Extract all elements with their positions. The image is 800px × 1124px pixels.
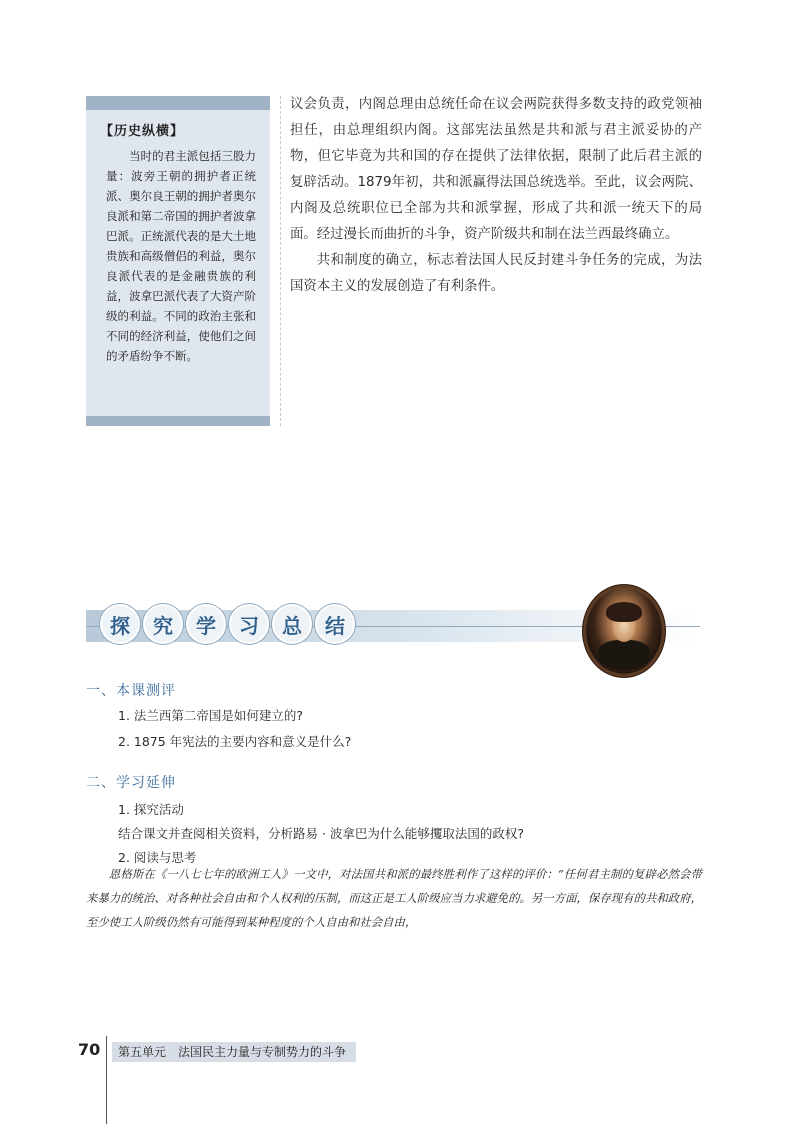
sidebar-title: 【历史纵横】 [100,124,185,139]
footer-rule [106,1036,107,1124]
banner-title [100,604,355,644]
sidebar-top-bar [86,96,270,110]
banner-char: 总 [272,604,312,644]
main-text [290,92,702,300]
banner-char: 究 [143,604,183,644]
banner-char: 探 [100,604,140,644]
question-2: 2. 1875 年宪法的主要内容和意义是什么? [118,734,352,749]
engels-quote: 恩格斯在《一八七七年的欧洲工人》一文中，对法国共和派的最终胜利作了这样的评价：“任何君主制的复辟必然会带来暴力的统治、对各种社会自由和个人权利的压制，而这正是工人阶级应当力求避免的。另一方面，保存现有的共和政府，至少使工人阶级仍然有可能得到某种程度的个人自由和社会自由， [86,867,702,929]
banner-char: 学 [186,604,226,644]
sidebar-body-text: 当时的君主派包括三股力量：波旁王朝的拥护者正统派、奥尔良王朝的拥护者奥尔良派和第二帝国的拥护者波拿巴派。正统派代表的是大土地贵族和高级僧侣的利益，奥尔良派代表的是金融贵族的利益，波拿巴派代表了大资产阶级的利益。不同的政治主张和不同的经济利益，使他们之间的矛盾纷争不断。 [106,149,256,363]
main-paragraph-2: 共和制度的确立，标志着法国人民反封建斗争任务的完成，为法国资本主义的发展创造了有利条件。 [290,253,702,294]
section-1-title: 一、本课测评 [86,683,176,699]
extension-item-2-title: 2. 阅读与思考 [118,850,197,865]
banner-char: 习 [229,604,269,644]
main-paragraph-1: 议会负责，内阁总理由总统任命在议会两院获得多数支持的政党领袖担任，由总理组织内阁。这部宪法虽然是共和派与君主派妥协的产物，但它毕竟为共和国的存在提供了法律依据，限制了此后君主派的复辟活动。1879年初，共和派赢得法国总统选举。至此，议会两院、内阁及总统职位已全部为共和派掌握，形成了共和派一统天下的局面。经过漫长而曲折的斗争，资产阶级共和制在法兰西最终确立。 [290,97,702,242]
sidebar-bottom-bar [86,416,270,426]
history-sidebar-box [86,96,270,426]
question-1: 1. 法兰西第二帝国是如何建立的? [118,708,304,723]
unit-title: 第五单元 法国民主力量与专制势力的斗争 [112,1042,356,1062]
extension-item-1-text: 结合课文并查阅相关资料，分析路易 · 波拿巴为什么能够攫取法国的政权? [118,826,525,841]
column-divider [280,96,281,426]
napoleon-portrait [586,588,662,674]
banner-char: 结 [315,604,355,644]
extension-item-1-title: 1. 探究活动 [118,802,184,817]
section-2-title: 二、学习延伸 [86,775,176,791]
page-number: 70 [78,1040,101,1059]
